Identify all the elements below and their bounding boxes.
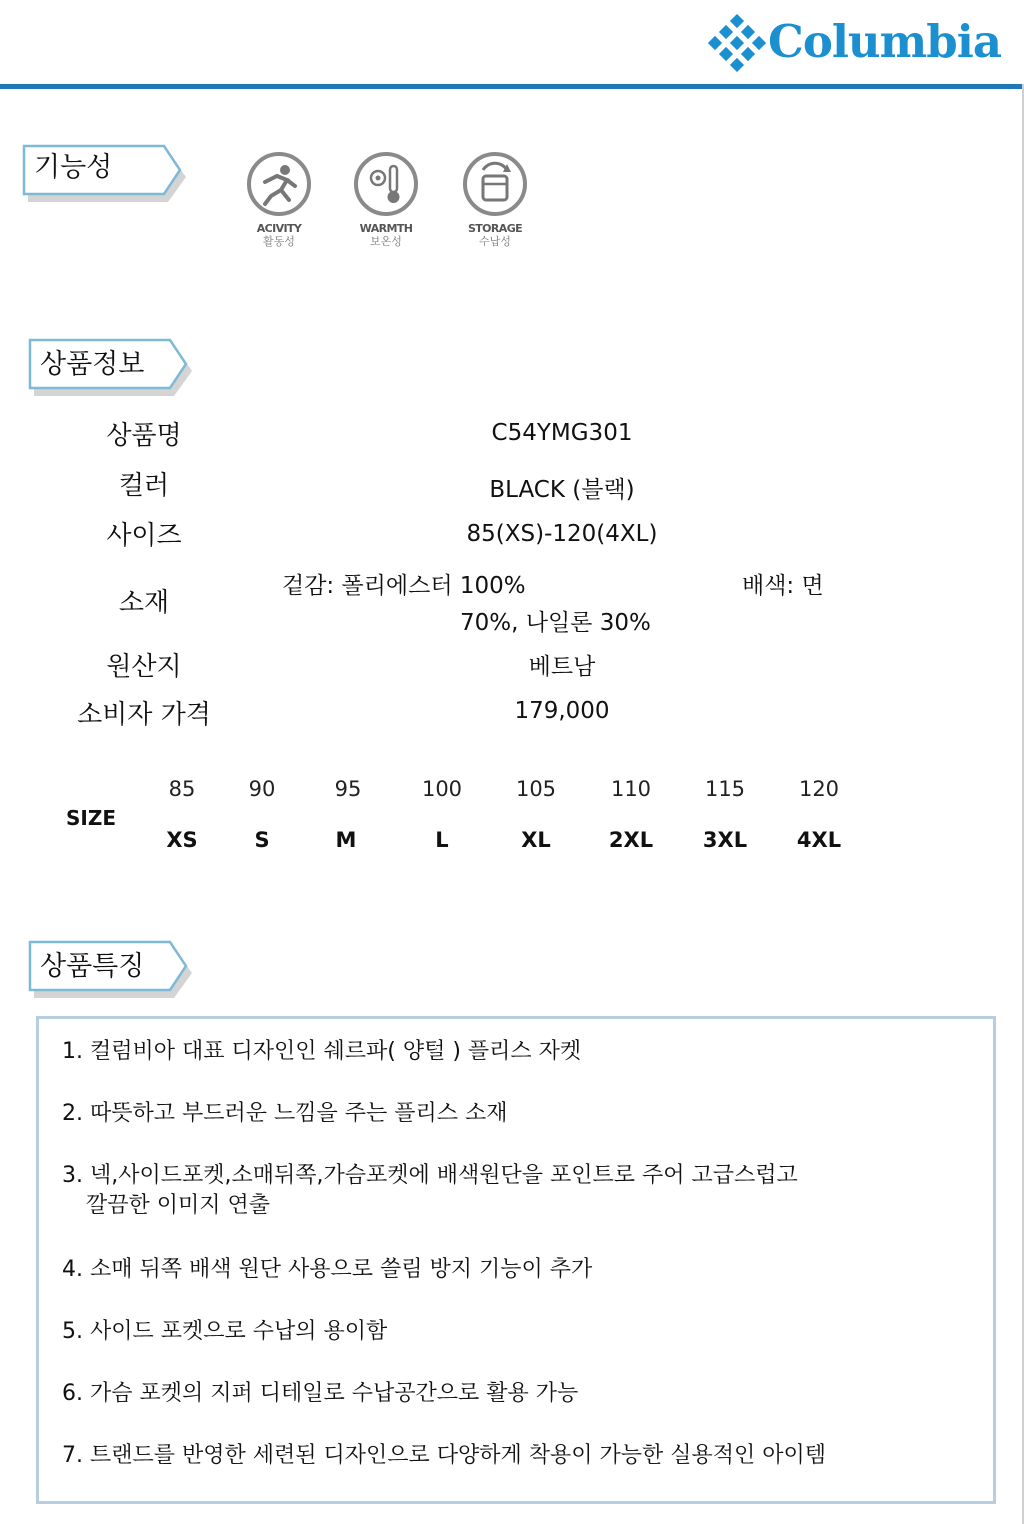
function-label-en: STORAGE: [467, 222, 523, 235]
running-person-icon: [247, 152, 311, 216]
info-label-price: 소비자 가격: [77, 700, 211, 730]
feature-item: 2. 따뜻하고 부드러운 느낌을 주는 플리스 소재: [62, 1101, 508, 1126]
feature-item: 6. 가슴 포켓의 지퍼 디테일로 수납공간으로 활용 가능: [62, 1381, 579, 1406]
section-title-function: 기능성: [34, 152, 113, 183]
function-item-warmth: [340, 152, 432, 248]
size-label: XS: [166, 828, 198, 852]
feature-item: 5. 사이드 포켓으로 수납의 용이함: [62, 1319, 388, 1344]
function-label-ko: 수납성: [479, 235, 511, 248]
info-value-material-outer: 겉감: 폴리에스터 100%: [282, 573, 526, 599]
size-label: XL: [521, 828, 551, 852]
function-label-en: ACIVITY: [256, 222, 302, 235]
function-label-ko: 보온성: [370, 235, 402, 248]
info-value-origin: 베트남: [528, 654, 596, 680]
section-tag-features: [28, 940, 198, 1004]
info-value-material-contrast-cont: 70%, 나일론 30%: [460, 610, 651, 636]
feature-item: 1. 컬럼비아 대표 디자인인 쉐르파( 양털 ) 플리스 자켓: [62, 1039, 582, 1064]
section-title-features: 상품특징: [40, 951, 145, 982]
size-label: 3XL: [702, 828, 748, 852]
feature-item: 7. 트랜드를 반영한 세련된 디자인으로 다양하게 착용이 가능한 실용적인 아이템: [62, 1443, 826, 1468]
size-number: 85: [168, 777, 196, 801]
feature-item: 3. 넥,사이드포켓,소매뒤쪽,가슴포켓에 배색원단을 포인트로 주어 고급스럽고: [62, 1163, 798, 1188]
size-number: 90: [248, 777, 276, 801]
function-label-en: WARMTH: [359, 222, 413, 235]
size-number: 120: [798, 777, 840, 801]
size-number: 105: [515, 777, 557, 801]
function-item-storage: [449, 152, 541, 248]
size-number: 115: [704, 777, 746, 801]
thermometer-icon: [354, 152, 418, 216]
info-label-color: 컬러: [118, 471, 170, 501]
info-label-size: 사이즈: [106, 521, 182, 551]
columbia-diamond-logo-icon: [708, 14, 766, 72]
function-item-activity: [233, 152, 325, 248]
size-number: 95: [334, 777, 362, 801]
size-label: L: [435, 828, 449, 852]
section-tag-function: [22, 144, 192, 208]
pocket-storage-icon: [463, 152, 527, 216]
info-value-price: 179,000: [514, 698, 610, 724]
section-tag-product-info: [28, 338, 198, 402]
info-value-size: 85(XS)-120(4XL): [466, 521, 658, 547]
size-label: 4XL: [796, 828, 842, 852]
feature-item-continued: 깔끔한 이미지 연출: [86, 1193, 271, 1218]
size-label: M: [335, 828, 357, 852]
info-label-name: 상품명: [106, 421, 182, 451]
header-divider: [0, 84, 1024, 89]
info-value-material-contrast: 배색: 면: [742, 573, 824, 599]
size-number: 100: [421, 777, 463, 801]
size-number: 110: [610, 777, 652, 801]
size-label: S: [254, 828, 270, 852]
info-value-color: BLACK (블랙): [489, 477, 635, 503]
section-title-product-info: 상품정보: [40, 349, 145, 380]
size-label: 2XL: [608, 828, 654, 852]
size-table-header: SIZE: [66, 806, 117, 830]
feature-item: 4. 소매 뒤쪽 배색 원단 사용으로 쓸림 방지 기능이 추가: [62, 1257, 593, 1282]
info-label-material: 소재: [118, 588, 170, 618]
brand-header: [708, 12, 1008, 72]
function-label-ko: 활동성: [263, 235, 295, 248]
brand-name: Columbia: [768, 15, 1001, 68]
info-label-origin: 원산지: [106, 652, 182, 682]
info-value-name: C54YMG301: [491, 420, 633, 446]
